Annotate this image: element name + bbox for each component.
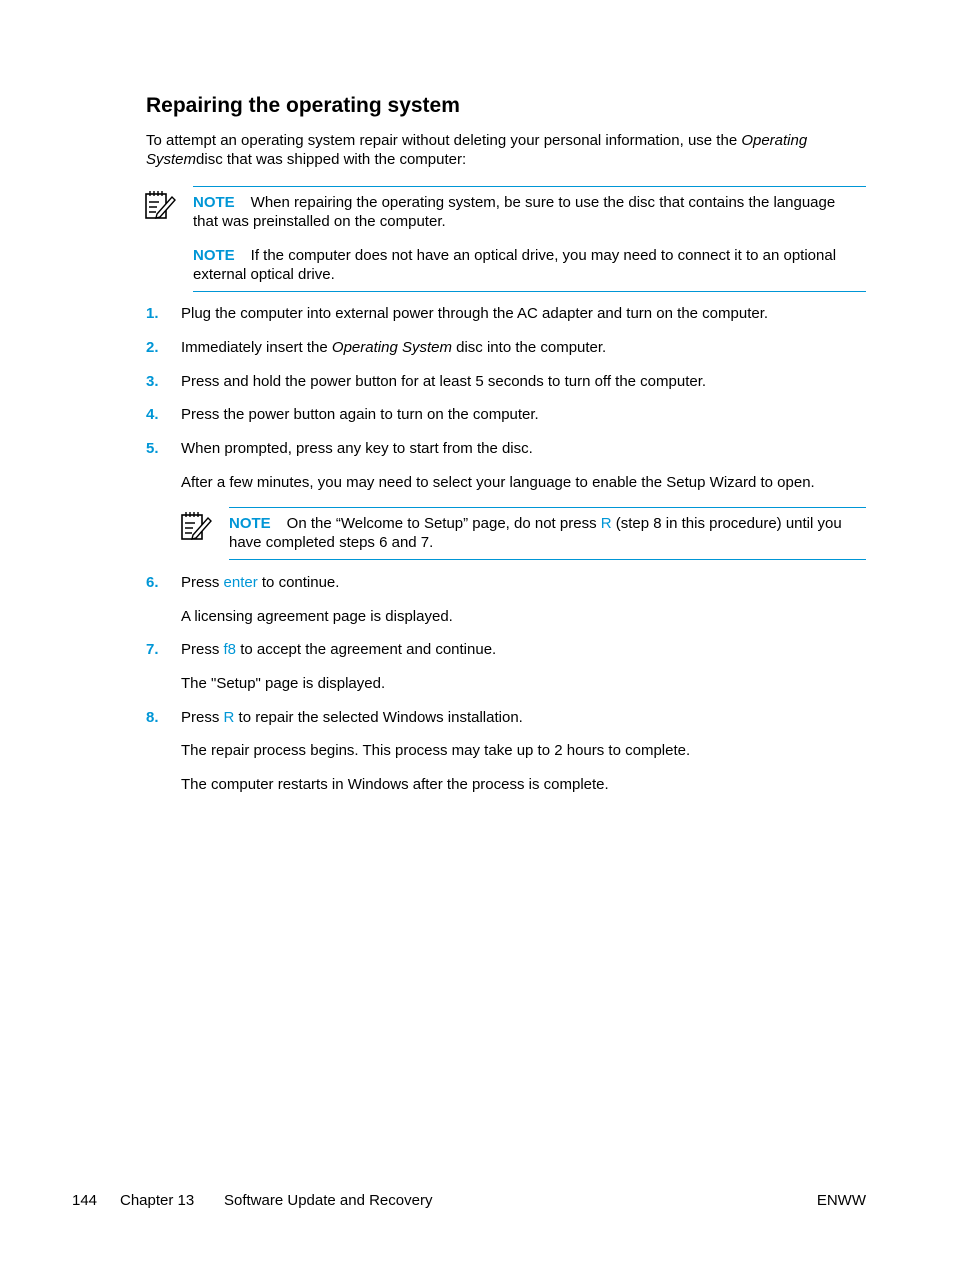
step-number: 5.	[146, 440, 159, 457]
step-text	[181, 338, 871, 357]
note-icon	[143, 188, 177, 222]
note-box-2	[229, 507, 866, 560]
step-followup: After a few minutes, you may need to select your language to enable the Setup Wizard to open.	[181, 474, 815, 491]
step-number: 6.	[146, 574, 159, 591]
step-text: When prompted, press any key to start from the disc.	[181, 440, 533, 457]
step-text	[181, 573, 871, 592]
footer-chapter: Chapter 13	[120, 1192, 195, 1209]
step-text-part: Press	[181, 709, 224, 726]
key-r: R	[600, 515, 612, 532]
page-title: Repairing the operating system	[146, 94, 460, 117]
step-text-part: Immediately insert the	[181, 339, 332, 356]
intro-text-end: disc that was shipped with the computer:	[196, 151, 467, 168]
step-text: Plug the computer into external power through the AC adapter and turn on the computer.	[181, 305, 769, 322]
note-label: NOTE	[193, 194, 235, 211]
footer-section: Software Update and Recovery	[224, 1192, 433, 1209]
step-text: Press and hold the power button for at least 5 seconds to turn off the computer.	[181, 373, 707, 390]
step-text: Press the power button again to turn on the computer.	[181, 406, 539, 423]
step-text-part: Press	[181, 641, 224, 658]
page-number: 144	[72, 1192, 98, 1209]
step-text-part: to accept the agreement and continue.	[236, 641, 497, 658]
key-enter: enter	[223, 574, 258, 591]
step-followup: The "Setup" page is displayed.	[181, 675, 386, 692]
intro-paragraph	[146, 131, 866, 169]
intro-disc-name: Operating System	[146, 132, 808, 168]
step-number: 2.	[146, 339, 159, 356]
step-followup: The repair process begins. This process may take up to 2 hours to complete.	[181, 742, 691, 759]
step-number: 1.	[146, 305, 159, 322]
note-1	[193, 193, 853, 231]
note-2	[193, 246, 853, 284]
step-number: 7.	[146, 641, 159, 658]
step-number: 4.	[146, 406, 159, 423]
note-box-1	[193, 186, 866, 292]
step-text-part: disc into the computer.	[451, 339, 607, 356]
footer-locale: ENWW	[816, 1192, 866, 1209]
step-text	[181, 708, 871, 727]
key-r: R	[223, 709, 235, 726]
step-text	[181, 640, 871, 659]
step-text-part: Press	[181, 574, 224, 591]
intro-text: To attempt an operating system repair without deleting your personal information, use the	[146, 132, 742, 149]
note-2-text: If the computer does not have an optical drive, you may need to connect it to an optional external optical drive.	[193, 247, 837, 283]
note-1-text: When repairing the operating system, be sure to use the disc that contains the language that was preinstalled on the computer.	[193, 194, 836, 230]
note-label: NOTE	[229, 515, 271, 532]
step-number: 8.	[146, 709, 159, 726]
step-text-part: to repair the selected Windows installation.	[234, 709, 523, 726]
key-f8: f8	[223, 641, 237, 658]
disc-name: Operating System	[331, 339, 452, 356]
note-3-text-end: (step 8 in this procedure) until you have completed steps 6 and 7.	[229, 515, 842, 551]
step-followup: The computer restarts in Windows after the process is complete.	[181, 776, 609, 793]
step-followup: A licensing agreement page is displayed.	[181, 608, 453, 625]
note-3	[229, 514, 859, 552]
note-3-text: On the “Welcome to Setup” page, do not press	[286, 515, 601, 532]
note-label: NOTE	[193, 247, 235, 264]
note-icon	[179, 509, 213, 543]
step-number: 3.	[146, 373, 159, 390]
step-text-part: to continue.	[257, 574, 340, 591]
